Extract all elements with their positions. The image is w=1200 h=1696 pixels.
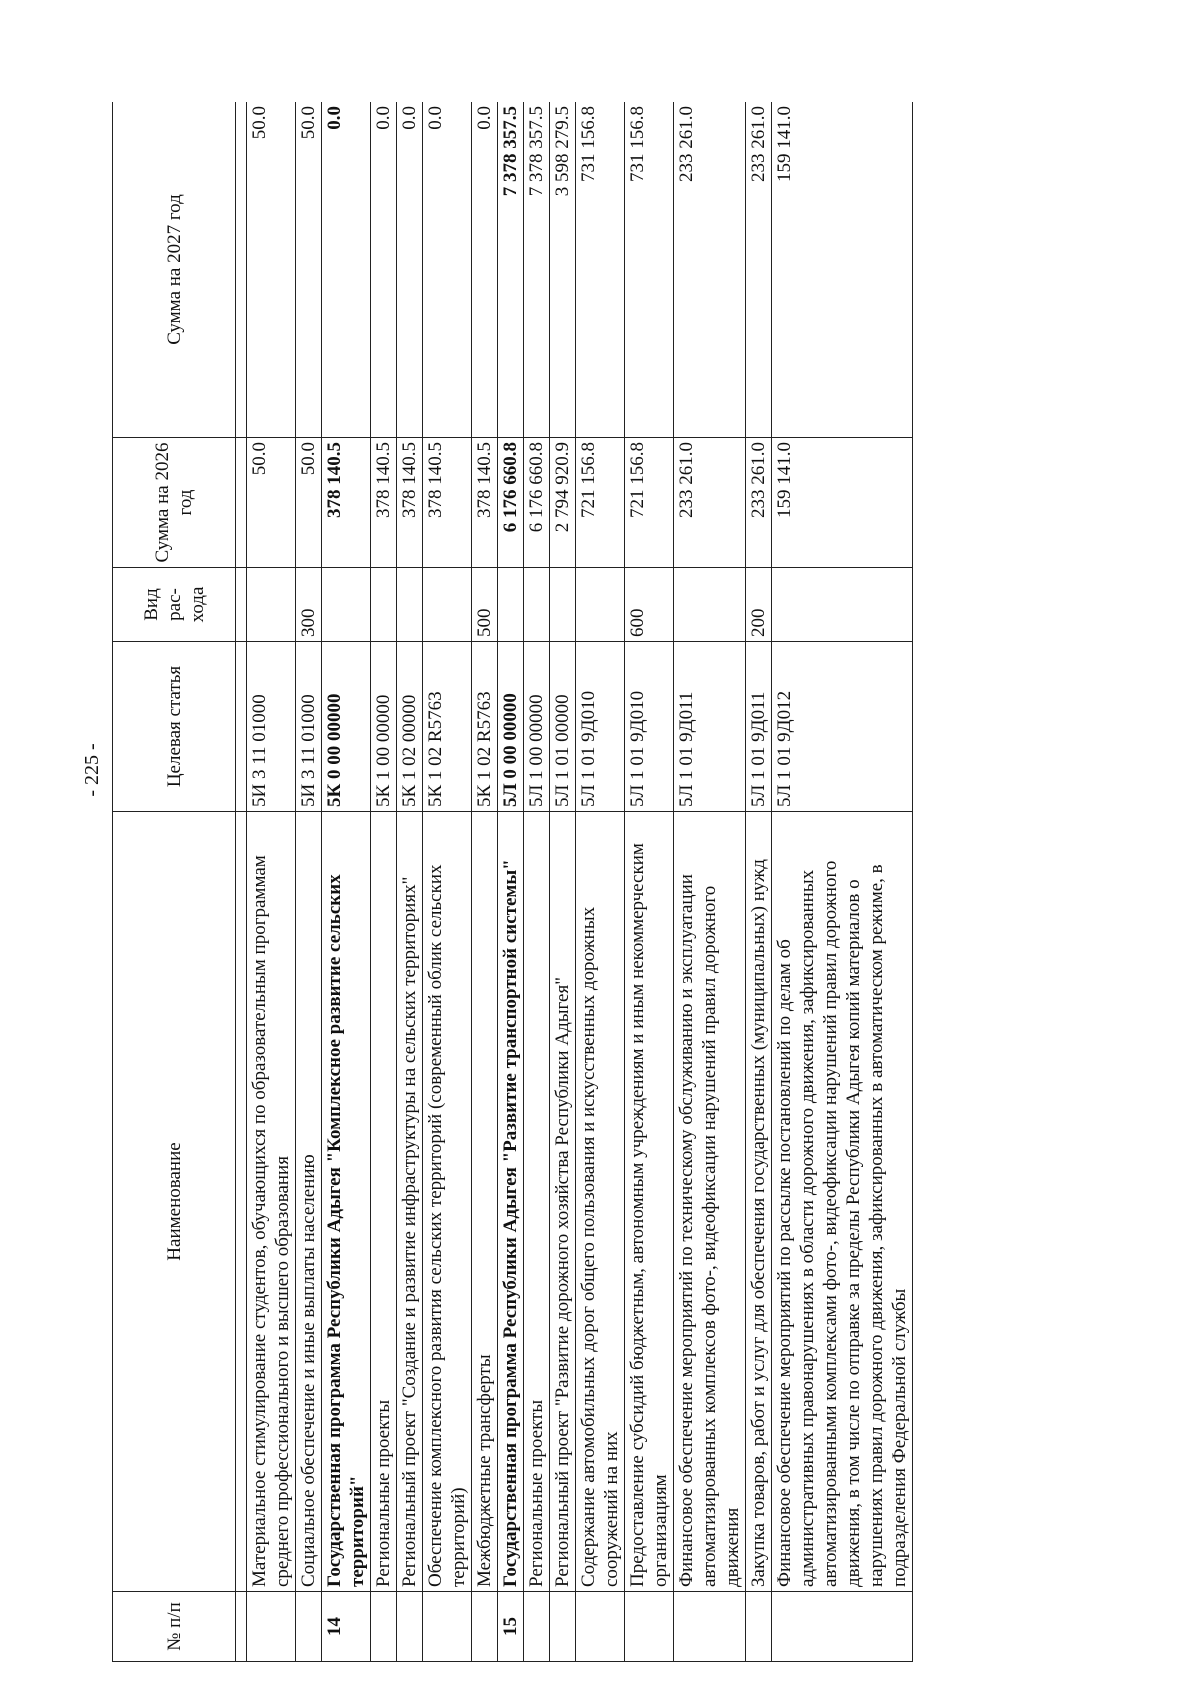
- row-sum-2026-cell: 378 140.5: [397, 438, 423, 568]
- row-number-cell: [296, 1592, 322, 1662]
- row-number-cell: [550, 1592, 576, 1662]
- row-expense-type-cell: 500: [472, 568, 498, 642]
- row-code-cell: 5Л 1 00 00000: [524, 642, 550, 812]
- row-sum-2027-cell: 0.0: [423, 102, 472, 438]
- page-number: - 225 -: [81, 743, 103, 797]
- spacer-cell: [236, 812, 247, 1592]
- table-row: [296, 102, 322, 1662]
- row-number-cell: [472, 1592, 498, 1662]
- row-name-cell: Межбюджетные трансферты: [472, 812, 498, 1592]
- row-sum-2027-cell: 731 156.8: [576, 102, 625, 438]
- row-sum-2027-cell: 0.0: [371, 102, 397, 438]
- row-number-cell: [247, 1592, 296, 1662]
- table-row: [247, 102, 296, 1662]
- row-sum-2027-cell: 50.0: [296, 102, 322, 438]
- row-number-cell: [674, 1592, 746, 1662]
- row-sum-2027-cell: 50.0: [247, 102, 296, 438]
- spacer-cell: [236, 1592, 247, 1662]
- table-header: [113, 102, 247, 1662]
- row-sum-2026-cell: 6 176 660.8: [498, 438, 524, 568]
- table-row: [498, 102, 524, 1662]
- row-sum-2026-cell: 378 140.5: [472, 438, 498, 568]
- row-expense-type-cell: [371, 568, 397, 642]
- row-name-cell: Региональные проекты: [524, 812, 550, 1592]
- row-expense-type-cell: 300: [296, 568, 322, 642]
- row-sum-2026-cell: 378 140.5: [371, 438, 397, 568]
- row-sum-2026-cell: 233 261.0: [746, 438, 772, 568]
- row-sum-2026-cell: 721 156.8: [625, 438, 674, 568]
- row-sum-2027-cell: 731 156.8: [625, 102, 674, 438]
- row-name-cell: Обеспечение комплексного развития сельских территорий (современный облик сельских территорий): [423, 812, 472, 1592]
- table-row: [397, 102, 423, 1662]
- row-expense-type-cell: [423, 568, 472, 642]
- header-code: Целевая статья: [113, 642, 236, 812]
- row-sum-2026-cell: 378 140.5: [322, 438, 371, 568]
- table-row: [524, 102, 550, 1662]
- row-expense-type-cell: [576, 568, 625, 642]
- row-sum-2027-cell: 0.0: [397, 102, 423, 438]
- row-code-cell: 5Л 1 01 00000: [550, 642, 576, 812]
- spacer-cell: [236, 568, 247, 642]
- row-number-cell: [397, 1592, 423, 1662]
- row-sum-2027-cell: 0.0: [472, 102, 498, 438]
- row-name-cell: Материальное стимулирование студентов, обучающихся по образовательным программам среднего профессионального и высшего образования: [247, 812, 296, 1592]
- row-number-cell: [576, 1592, 625, 1662]
- row-name-cell: Региональный проект "Создание и развитие инфраструктуры на сельских территориях": [397, 812, 423, 1592]
- row-number-cell: [423, 1592, 472, 1662]
- row-sum-2026-cell: 50.0: [247, 438, 296, 568]
- row-number-cell: [772, 1592, 913, 1662]
- spacer-cell: [236, 102, 247, 438]
- row-code-cell: 5И 3 11 01000: [247, 642, 296, 812]
- row-sum-2026-cell: 6 176 660.8: [524, 438, 550, 568]
- table-row: [625, 102, 674, 1662]
- row-code-cell: 5Л 0 00 00000: [498, 642, 524, 812]
- row-expense-type-cell: 200: [746, 568, 772, 642]
- row-code-cell: 5Л 1 01 9Д012: [772, 642, 913, 812]
- row-name-cell: Содержание автомобильных дорог общего пользования и искусственных дорожных сооружений на них: [576, 812, 625, 1592]
- table-body: [247, 102, 913, 1662]
- table-row: [746, 102, 772, 1662]
- row-expense-type-cell: [498, 568, 524, 642]
- header-sum-2026: Сумма на 2026 год: [113, 438, 236, 568]
- row-sum-2027-cell: 3 598 279.5: [550, 102, 576, 438]
- row-name-cell: Предоставление субсидий бюджетным, автономным учреждениям и иным некоммерческим организациям: [625, 812, 674, 1592]
- table-row: [423, 102, 472, 1662]
- row-expense-type-cell: [524, 568, 550, 642]
- row-code-cell: 5И 3 11 01000: [296, 642, 322, 812]
- row-code-cell: 5К 1 02 R5763: [472, 642, 498, 812]
- row-name-cell: Финансовое обеспечение мероприятий по техническому обслуживанию и эксплуатации автоматизированных комплексов фото-, видеофиксации нарушений правил дорожного движения: [674, 812, 746, 1592]
- row-code-cell: 5К 1 00 00000: [371, 642, 397, 812]
- rotated-table-wrapper: [112, 102, 1112, 1662]
- header-num: № п/п: [113, 1592, 236, 1662]
- row-sum-2026-cell: 721 156.8: [576, 438, 625, 568]
- row-number-cell: [625, 1592, 674, 1662]
- row-number-cell: [746, 1592, 772, 1662]
- row-name-cell: Социальное обеспечение и иные выплаты населению: [296, 812, 322, 1592]
- row-expense-type-cell: [550, 568, 576, 642]
- row-number-cell: 14: [322, 1592, 371, 1662]
- row-sum-2027-cell: 7 378 357.5: [524, 102, 550, 438]
- spacer-cell: [236, 642, 247, 812]
- row-expense-type-cell: [397, 568, 423, 642]
- row-number-cell: [371, 1592, 397, 1662]
- row-sum-2026-cell: 233 261.0: [674, 438, 746, 568]
- row-code-cell: 5Л 1 01 9Д011: [746, 642, 772, 812]
- row-sum-2026-cell: 50.0: [296, 438, 322, 568]
- row-code-cell: 5Л 1 01 9Д010: [625, 642, 674, 812]
- budget-table: [112, 102, 913, 1662]
- row-name-cell: Финансовое обеспечение мероприятий по рассылке постановлений по делам об административных правонарушениях в области дорожного движения, зафиксированных автоматизированными комплексами фото-, видеофиксации нарушений правил дорожного движения, в том числе по отправке за пределы Республики Адыгея копий материалов о нарушениях правил дорожного движения, зафиксированных в автоматическом режиме, в подразделения Федеральной службы: [772, 812, 913, 1592]
- row-code-cell: 5К 0 00 00000: [322, 642, 371, 812]
- row-code-cell: 5Л 1 01 9Д010: [576, 642, 625, 812]
- row-expense-type-cell: [247, 568, 296, 642]
- row-sum-2026-cell: 159 141.0: [772, 438, 913, 568]
- row-sum-2027-cell: 233 261.0: [746, 102, 772, 438]
- table-row: [674, 102, 746, 1662]
- row-number-cell: 15: [498, 1592, 524, 1662]
- row-sum-2026-cell: 378 140.5: [423, 438, 472, 568]
- table-row: [550, 102, 576, 1662]
- row-code-cell: 5К 1 02 00000: [397, 642, 423, 812]
- row-name-cell: Региональные проекты: [371, 812, 397, 1592]
- table-row: [472, 102, 498, 1662]
- table-row: [322, 102, 371, 1662]
- row-expense-type-cell: [322, 568, 371, 642]
- row-sum-2027-cell: 7 378 357.5: [498, 102, 524, 438]
- row-sum-2027-cell: 233 261.0: [674, 102, 746, 438]
- spacer-cell: [236, 438, 247, 568]
- row-code-cell: 5К 1 02 R5763: [423, 642, 472, 812]
- row-sum-2026-cell: 2 794 920.9: [550, 438, 576, 568]
- table-row: [772, 102, 913, 1662]
- rotated-table-content: [112, 102, 1112, 1662]
- row-sum-2027-cell: 159 141.0: [772, 102, 913, 438]
- header-type: Вид рас- хода: [113, 568, 236, 642]
- row-expense-type-cell: [674, 568, 746, 642]
- header-name: Наименование: [113, 812, 236, 1592]
- header-sum-2027: Сумма на 2027 год: [113, 102, 236, 438]
- table-row: [576, 102, 625, 1662]
- header-spacer-row: [236, 102, 247, 1662]
- row-name-cell: Закупка товаров, работ и услуг для обеспечения государственных (муниципальных) нужд: [746, 812, 772, 1592]
- row-name-cell: Государственная программа Республики Адыгея "Комплексное развитие сельских территорий": [322, 812, 371, 1592]
- row-code-cell: 5Л 1 01 9Д011: [674, 642, 746, 812]
- row-expense-type-cell: 600: [625, 568, 674, 642]
- row-name-cell: Региональный проект "Развитие дорожного хозяйства Республики Адыгея": [550, 812, 576, 1592]
- row-sum-2027-cell: 0.0: [322, 102, 371, 438]
- table-row: [371, 102, 397, 1662]
- row-number-cell: [524, 1592, 550, 1662]
- row-name-cell: Государственная программа Республики Адыгея "Развитие транспортной системы": [498, 812, 524, 1592]
- row-expense-type-cell: [772, 568, 913, 642]
